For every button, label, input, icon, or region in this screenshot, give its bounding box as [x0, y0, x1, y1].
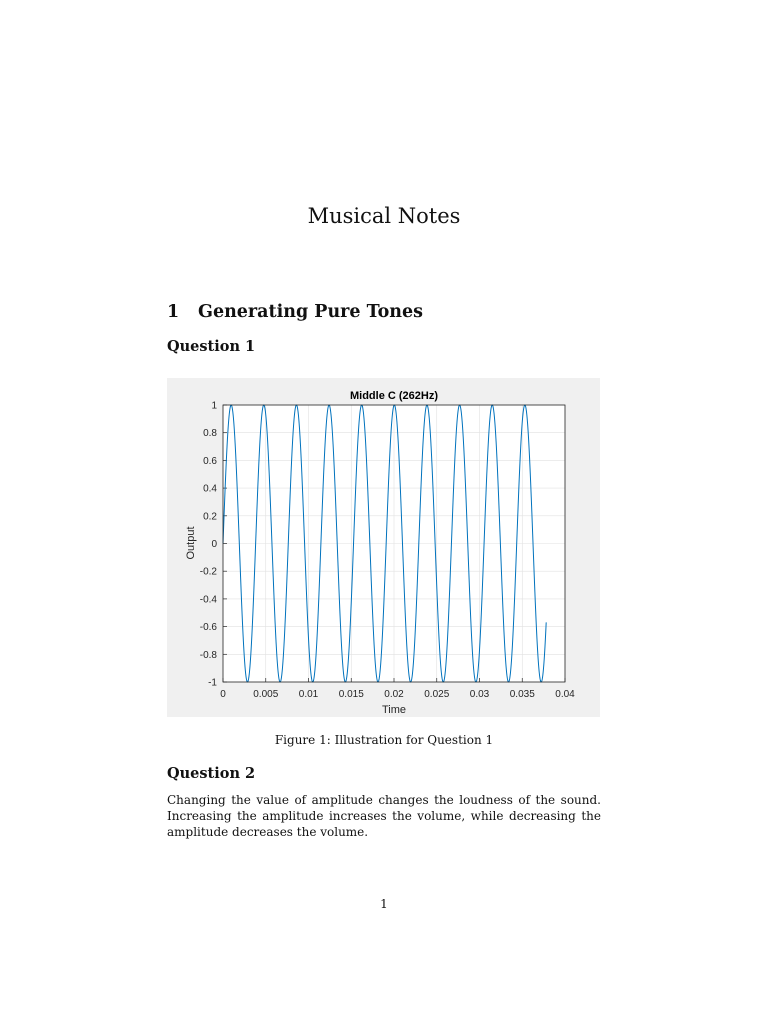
- question-2-heading: Question 2: [167, 765, 256, 782]
- y-tick-label: 0.6: [203, 455, 217, 467]
- x-tick-label: 0: [220, 689, 226, 700]
- y-tick-label: -0.6: [199, 622, 217, 634]
- sine-wave-chart: [167, 378, 600, 717]
- y-tick-label: -0.8: [199, 649, 217, 661]
- x-tick-labels: [220, 689, 575, 700]
- x-axis-label: Time: [381, 704, 407, 716]
- x-tick-label: 0.03: [469, 689, 490, 700]
- y-tick-label: 0.4: [203, 483, 217, 495]
- document-title: Musical Notes: [307, 204, 461, 228]
- x-tick-label: 0.035: [509, 689, 535, 700]
- y-tick-label: 1: [211, 400, 217, 412]
- x-tick-label: 0.015: [338, 689, 364, 700]
- question-2-answer: Changing the value of amplitude changes the loudness of the sound. Increasing the amplitude increases the volume, while decreasing the amplitude decreases the volume.: [167, 793, 601, 839]
- figure-1: [167, 378, 600, 717]
- x-tick-label: 0.01: [298, 689, 319, 700]
- section-heading: [167, 302, 423, 322]
- question-1-heading: Question 1: [167, 338, 256, 355]
- y-tick-label: -0.4: [199, 594, 217, 606]
- y-tick-labels: [200, 401, 218, 689]
- x-tick-label: 0.04: [555, 689, 575, 700]
- chart-title: Middle C (262Hz): [349, 390, 439, 402]
- x-tick-label: 0.02: [384, 689, 404, 700]
- y-tick-label: 0.8: [203, 428, 217, 440]
- section-title: Generating Pure Tones: [198, 302, 424, 322]
- y-tick-label: -0.2: [199, 566, 217, 578]
- section-number: 1: [167, 302, 180, 322]
- y-tick-label: 0: [211, 539, 217, 550]
- x-tick-label: 0.005: [253, 689, 279, 700]
- page-number: 1: [380, 897, 388, 911]
- y-tick-label: -1: [208, 677, 217, 689]
- x-tick-label: 0.025: [424, 689, 450, 700]
- y-axis-label: Output: [185, 526, 197, 560]
- figure-caption: Figure 1: Illustration for Question 1: [274, 733, 494, 747]
- y-tick-label: 0.2: [203, 511, 217, 523]
